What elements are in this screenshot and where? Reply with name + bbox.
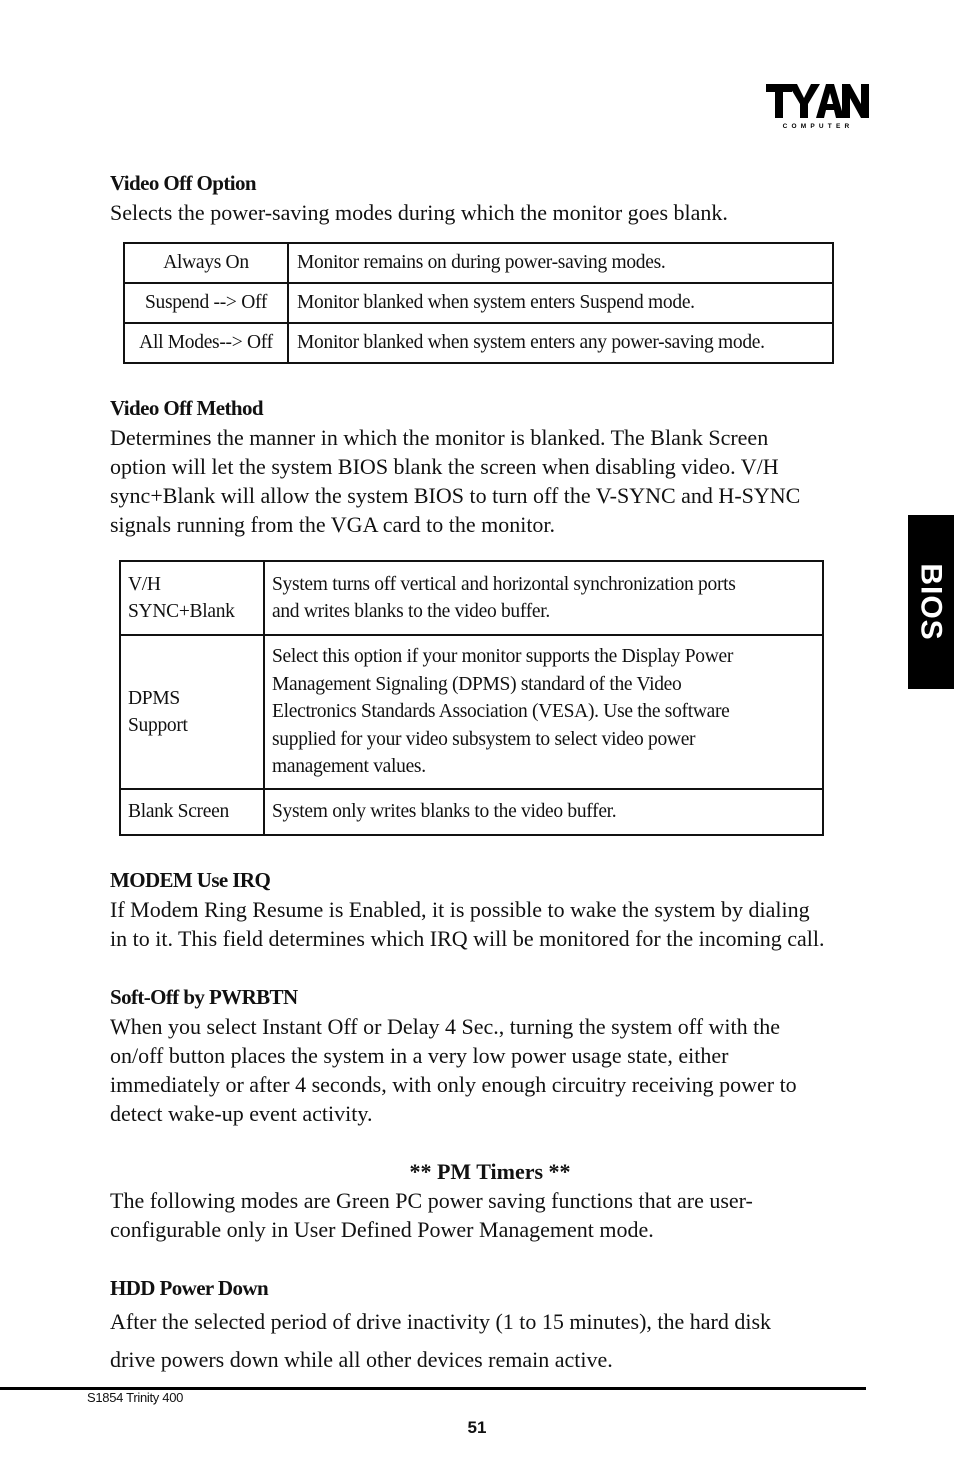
table-row — [124, 283, 833, 323]
soft-off-body — [110, 1012, 870, 1128]
key-line: SYNC+Blank — [128, 601, 235, 622]
body-line: signals running from the VGA card to the monitor. — [110, 512, 556, 537]
option-desc: Monitor blanked when system enters any power-saving mode. — [288, 323, 833, 363]
desc-line: Select this option if your monitor supports the Display Power — [272, 646, 734, 668]
body-line: immediately or after 4 seconds, with only enough circuitry receiving power to — [110, 1072, 797, 1097]
video-off-method-body — [110, 423, 870, 539]
body-line: configurable only in User Defined Power Management mode. — [110, 1217, 654, 1242]
video-off-method-heading: Video Off Method — [110, 396, 263, 420]
body-line: detect wake-up event activity. — [110, 1101, 373, 1126]
desc-line: Management Signaling (DPMS) standard of the Video — [272, 673, 682, 695]
key-line: Support — [128, 715, 188, 736]
desc-line: management values. — [272, 756, 426, 778]
body-line: on/off button places the system in a very low power usage state, either — [110, 1043, 729, 1068]
logo-subtext: COMPUTER — [782, 123, 854, 130]
table-row — [124, 243, 833, 283]
body-line: When you select Instant Off or Delay 4 Sec., turning the system off with the — [110, 1014, 781, 1039]
footer-model: S1854 Trinity 400 — [87, 1390, 184, 1405]
body-line: If Modem Ring Resume is Enabled, it is possible to wake the system by dialing — [110, 897, 810, 922]
body-line: After the selected period of drive inactivity (1 to 15 minutes), the hard disk — [110, 1309, 772, 1334]
option-desc — [264, 635, 823, 789]
body-line: drive powers down while all other devices remain active. — [110, 1347, 613, 1372]
option-key: Suspend --> Off — [124, 283, 288, 323]
body-line: in to it. This field determines which IRQ will be monitored for the incoming call. — [110, 926, 825, 951]
pm-timers-body — [110, 1186, 870, 1244]
page-content — [110, 168, 870, 1379]
option-desc: Monitor blanked when system enters Suspend mode. — [288, 283, 833, 323]
pm-timers-title: ** PM Timers ** — [409, 1159, 571, 1184]
side-tab-label: BIOS — [915, 563, 949, 641]
option-key — [120, 635, 264, 789]
tyan-logo — [766, 80, 870, 130]
body-line: Determines the manner in which the monitor is blanked. The Blank Screen — [110, 425, 769, 450]
table-row — [120, 789, 823, 835]
desc-line: System turns off vertical and horizontal synchronization ports — [272, 573, 736, 595]
page-number: 51 — [467, 1418, 487, 1437]
option-desc — [264, 789, 823, 835]
table-row — [124, 323, 833, 363]
bios-side-tab — [908, 515, 954, 689]
option-key — [120, 789, 264, 835]
option-key — [120, 561, 264, 635]
option-key: Always On — [124, 243, 288, 283]
option-desc — [264, 561, 823, 635]
body-line: sync+Blank will allow the system BIOS to turn off the V-SYNC and H-SYNC — [110, 483, 801, 508]
body-line: option will let the system BIOS blank the screen when disabling video. V/H — [110, 454, 779, 479]
desc-line: supplied for your video subsystem to select video power — [272, 728, 696, 750]
key-line: Blank Screen — [128, 801, 229, 823]
tyan-logo-graphic — [766, 80, 870, 130]
key-line: DPMS — [128, 687, 180, 709]
table-row — [120, 561, 823, 635]
table-row — [120, 635, 823, 789]
video-off-option-body: Selects the power-saving modes during which the monitor goes blank. — [110, 200, 728, 225]
body-line: The following modes are Green PC power saving functions that are user- — [110, 1188, 753, 1213]
key-line: V/H — [128, 573, 161, 595]
hdd-power-down-body — [110, 1303, 870, 1379]
desc-line: Electronics Standards Association (VESA). Use the software — [272, 701, 730, 723]
desc-line: and writes blanks to the video buffer. — [272, 601, 550, 622]
modem-use-irq-heading: MODEM Use IRQ — [110, 868, 271, 892]
desc-line: System only writes blanks to the video buffer. — [272, 801, 617, 823]
video-off-option-table — [123, 242, 834, 364]
modem-use-irq-body — [110, 895, 870, 953]
option-key: All Modes--> Off — [124, 323, 288, 363]
soft-off-heading: Soft-Off by PWRBTN — [110, 985, 298, 1009]
option-desc: Monitor remains on during power-saving modes. — [288, 243, 833, 283]
hdd-power-down-heading: HDD Power Down — [110, 1276, 269, 1300]
video-off-option-heading: Video Off Option — [110, 171, 256, 195]
video-off-method-table — [119, 560, 824, 836]
